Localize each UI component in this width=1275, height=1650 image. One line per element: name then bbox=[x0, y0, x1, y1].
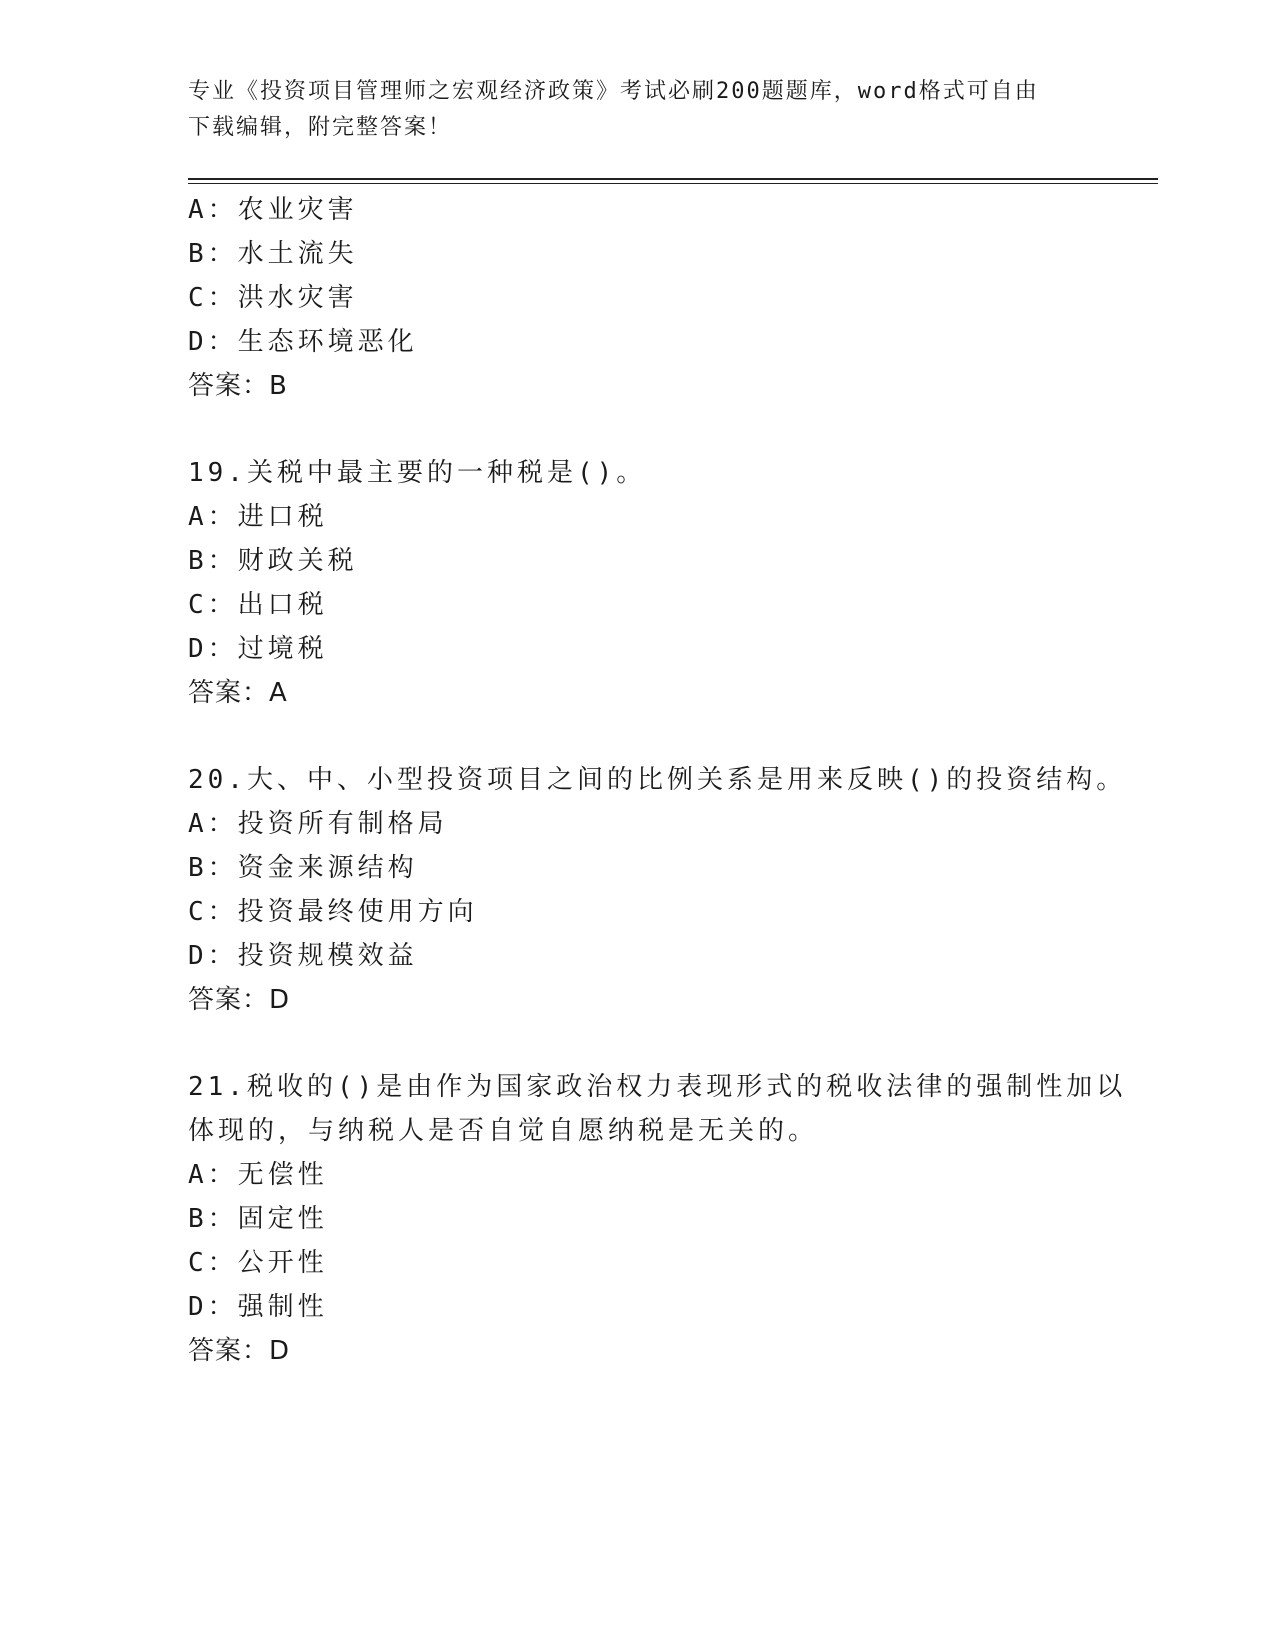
q21-option-c: C：公开性 bbox=[188, 1248, 328, 1278]
document-header bbox=[188, 74, 1088, 146]
q20-option-c: C：投资最终使用方向 bbox=[188, 897, 478, 927]
q20-option-b: B：资金来源结构 bbox=[188, 853, 418, 883]
q21-answer: 答案：D bbox=[188, 1336, 291, 1366]
q20-option-d: D：投资规模效益 bbox=[188, 941, 418, 971]
q18-option-b: B：水土流失 bbox=[188, 239, 358, 269]
q19-question: 19.关税中最主要的一种税是()。 bbox=[188, 458, 647, 488]
q20-option-a: A：投资所有制格局 bbox=[188, 809, 448, 839]
q21-question-line-2: 体现的，与纳税人是否自觉自愿纳税是无关的。 bbox=[188, 1116, 819, 1146]
q19-option-a: A：进口税 bbox=[188, 502, 328, 532]
q20-question: 20.大、中、小型投资项目之间的比例关系是用来反映()的投资结构。 bbox=[188, 765, 1127, 795]
q18-option-d: D：生态环境恶化 bbox=[188, 327, 418, 357]
q21-question-line-1: 21.税收的()是由作为国家政治权力表现形式的税收法律的强制性加以 bbox=[188, 1072, 1127, 1102]
q21-option-a: A：无偿性 bbox=[188, 1160, 328, 1190]
header-line-1: 专业《投资项目管理师之宏观经济政策》考试必刷200题题库，word格式可自由 bbox=[188, 79, 1039, 104]
q18-option-c: C：洪水灾害 bbox=[188, 283, 358, 313]
q19-answer: 答案：A bbox=[188, 678, 288, 708]
q19-option-b: B：财政关税 bbox=[188, 546, 358, 576]
q18-answer: 答案：B bbox=[188, 371, 288, 401]
q18-option-a: A：农业灾害 bbox=[188, 195, 358, 225]
q21-option-d: D：强制性 bbox=[188, 1292, 328, 1322]
q19-option-d: D：过境税 bbox=[188, 634, 328, 664]
q19-option-c: C：出口税 bbox=[188, 590, 328, 620]
header-divider-thin bbox=[188, 183, 1158, 184]
q21-option-b: B：固定性 bbox=[188, 1204, 328, 1234]
header-line-2: 下载编辑，附完整答案！ bbox=[188, 115, 453, 140]
q20-answer: 答案：D bbox=[188, 985, 291, 1015]
header-divider-thick bbox=[188, 178, 1158, 180]
